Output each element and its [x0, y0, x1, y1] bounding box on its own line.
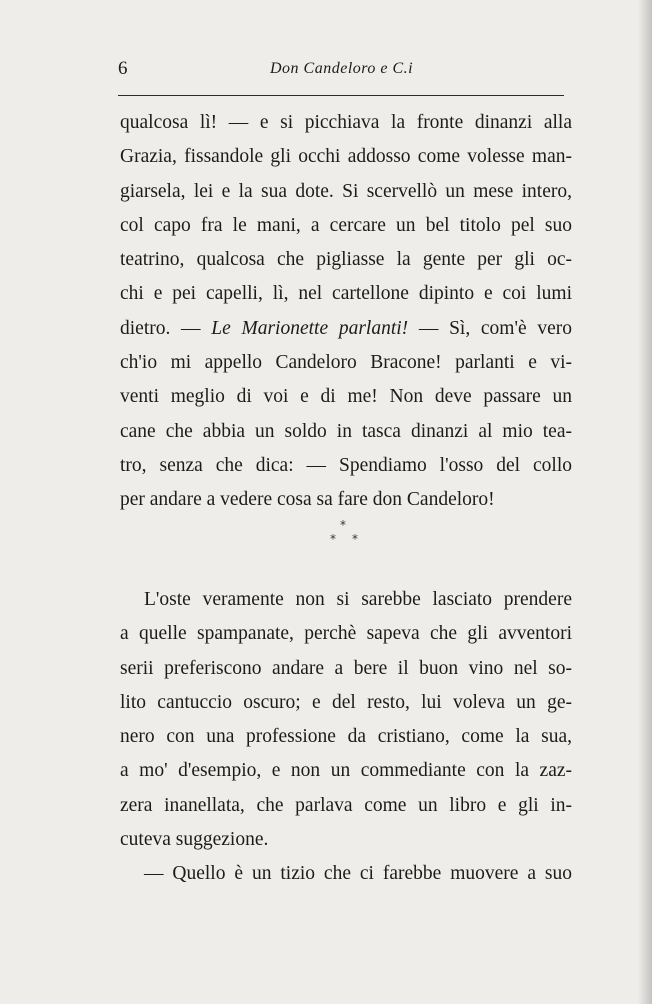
text-line: Grazia, fissandole gli occhi addosso come volesse man- [120, 146, 572, 168]
text-line: L'oste veramente non si sarebbe lasciato prendere [144, 589, 572, 610]
page-number: 6 [118, 58, 128, 79]
text-line: — Quello è un tizio che ci farebbe muovere a suo [144, 863, 572, 885]
text-line: cane che abbia un soldo in tasca dinanzi al mio tea- [120, 420, 572, 442]
text-line: zera inanellata, che parlava come un libro e gli in- [120, 794, 572, 816]
text-line: chi e pei capelli, lì, nel cartellone dipinto e coi lumi [120, 283, 572, 305]
text-line: a quelle spampanate, perchè sapeva che gli avventori [120, 623, 572, 645]
header-rule [118, 95, 564, 96]
text-fragment: dietro. — [120, 317, 201, 339]
text-line: cuteva suggezione. [120, 829, 269, 851]
text-line: nero con una professione da cristiano, come la sua, [120, 726, 572, 748]
text-line: tro, senza che dica: — Spendiamo l'osso del collo [120, 454, 572, 476]
section-separator [320, 518, 370, 558]
italic-title: Le Marionette parlanti! [211, 317, 409, 339]
asterisk-icon: * [340, 518, 346, 532]
text-line: qualcosa lì! — e si picchiava la fronte dinanzi alla [120, 112, 572, 133]
text-line: lito cantuccio oscuro; e del resto, lui voleva un ge- [120, 691, 572, 713]
text-line: ch'io mi appello Candeloro Bracone! parlanti e vi- [120, 352, 572, 374]
paragraph-1 [120, 106, 572, 518]
text-line: teatrino, qualcosa che pigliasse la gente per gli oc- [120, 249, 572, 271]
asterisk-icon: * [330, 532, 336, 546]
text-line: col capo fra le mani, a cercare un bel titolo pel suo [120, 214, 572, 236]
asterisk-icon: * [352, 532, 358, 546]
text-line: venti meglio di voi e di me! Non deve passare un [120, 386, 572, 408]
paragraph-2 [120, 583, 572, 892]
page-header [118, 58, 568, 88]
text-line: giarsela, lei e la sua dote. Si scervellò un mese intero, [120, 180, 572, 202]
page-edge-shadow [638, 0, 652, 1004]
text-line: per andare a vedere cosa sa fare don Candeloro! [120, 489, 495, 511]
text-line-mixed [120, 312, 572, 346]
text-line: a mo' d'esempio, e non un commediante con la zaz- [120, 760, 572, 782]
text-fragment: — Sì, com'è vero [418, 317, 572, 339]
text-line: serii preferiscono andare a bere il buon vino nel so- [120, 657, 572, 679]
running-title: Don Candeloro e C.i [270, 60, 414, 77]
